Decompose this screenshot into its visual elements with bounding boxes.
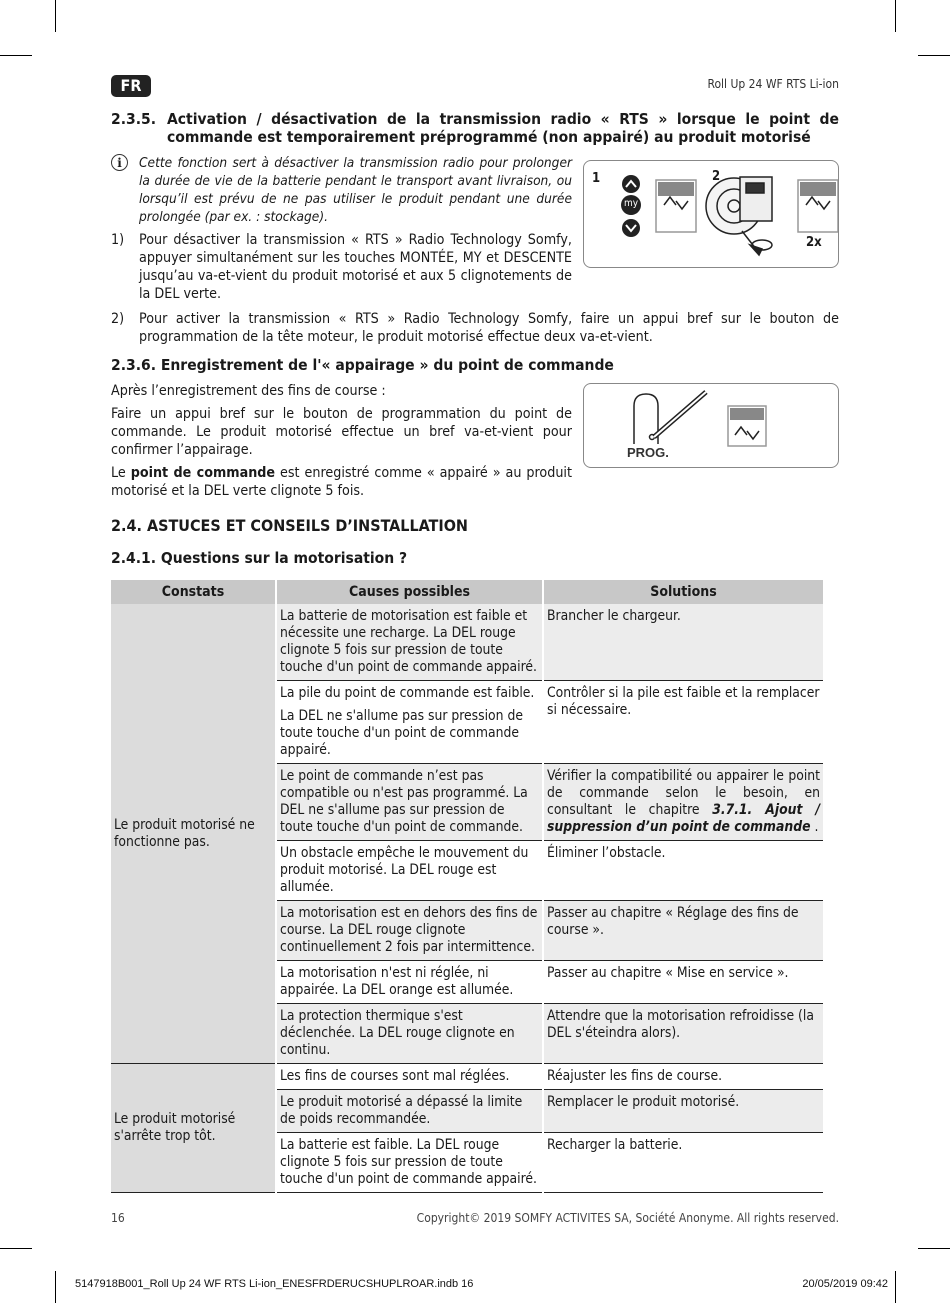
prog-illustration	[584, 384, 838, 467]
page-number: 16	[111, 1211, 125, 1225]
cause-cell: Un obstacle empêche le mouvement du produit motorisé. La DEL rouge est allumée.	[276, 841, 543, 901]
table-row	[111, 1064, 823, 1090]
my-button-label: my	[623, 198, 639, 209]
cause-cell: Le point de commande n’est pas compatible ou n'est pas programmé. La DEL ne s'allume pas sur pression de toute touche d'un point de commande.	[276, 764, 543, 841]
paragraph: Faire un appui bref sur le bouton de programmation du point de commande. Le produit motorisé effectue un bref va-et-vient pour confirmer l’appairage.	[111, 406, 572, 458]
step-1	[111, 231, 572, 303]
blind-icon	[798, 180, 838, 232]
crop-mark	[918, 1248, 950, 1249]
rts-figure	[583, 160, 839, 268]
solution-cell: Recharger la batterie.	[543, 1133, 823, 1193]
blind-icon	[728, 406, 766, 446]
solution-cell: Contrôler si la pile est faible et la remplacer si nécessaire.	[543, 681, 823, 764]
column-header: Causes possibles	[276, 580, 543, 604]
cause-cell	[276, 681, 543, 764]
step-text: Pour désactiver la transmission « RTS » Radio Technology Somfy, appuyer simultanément sur les touches MONTÉE, MY et DESCENTE jusqu’au va-et-vient du produit motorisé et aux 5 clignotements de la DEL verte.	[139, 232, 572, 302]
header-product-name: Roll Up 24 WF RTS Li-ion	[707, 77, 839, 91]
troubleshooting-table	[111, 580, 823, 1193]
section-heading-2-4-1: 2.4.1. Questions sur la motorisation ?	[111, 549, 408, 567]
cause-cell: La batterie de motorisation est faible et nécessite une recharge. La DEL rouge clignote 5 fois sur pression de toute touche d'un point de commande appairé.	[276, 604, 543, 681]
crop-mark	[895, 1271, 896, 1303]
cause-cell: La batterie est faible. La DEL rouge clignote 5 fois sur pression de toute touche d'un point de commande appairé.	[276, 1133, 543, 1193]
section-heading-2-3-6: 2.3.6. Enregistrement de l'« appairage » du point de commande	[111, 356, 614, 374]
print-slug-date: 20/05/2019 09:42	[802, 1278, 888, 1290]
table-header-row	[111, 580, 823, 604]
solution-cell: Remplacer le produit motorisé.	[543, 1090, 823, 1133]
crop-mark	[918, 55, 950, 56]
prog-figure	[583, 383, 839, 468]
solution-cell: Réajuster les fins de course.	[543, 1064, 823, 1090]
section-heading-2-4: 2.4. ASTUCES ET CONSEILS D’INSTALLATION	[111, 516, 468, 535]
cause-text: La DEL ne s'allume pas sur pression de toute touche d'un point de commande appairé.	[280, 708, 523, 758]
motor-head-icon	[706, 177, 772, 255]
solution-cell: Passer au chapitre « Mise en service ».	[543, 961, 823, 1004]
cause-cell: La motorisation est en dehors des fins de course. La DEL rouge clignote continuellement 2 fois par intermittence.	[276, 901, 543, 961]
solution-cell: Passer au chapitre « Réglage des fins de course ».	[543, 901, 823, 961]
solution-cell: Attendre que la motorisation refroidisse (la DEL s'éteindra alors).	[543, 1004, 823, 1064]
step-number: 2)	[111, 311, 125, 327]
section-number: 2.3.5.	[111, 110, 157, 128]
blind-icon	[656, 180, 696, 232]
figure-step-label: 2	[712, 169, 721, 184]
rts-illustration	[584, 161, 838, 267]
text: Le	[111, 465, 131, 481]
table-row	[111, 604, 823, 681]
column-header: Solutions	[543, 580, 823, 604]
crop-mark	[55, 1271, 56, 1303]
text: est enregistré comme « appairé » au produit motorisé et la DEL verte clignote 5 fois.	[111, 465, 572, 499]
figure-step-label: 1	[592, 171, 601, 186]
info-icon: i	[111, 154, 128, 171]
cause-cell: La motorisation n'est ni réglée, ni appairée. La DEL orange est allumée.	[276, 961, 543, 1004]
chapter-reference: 3.7.1. Ajout / suppression d’un point de commande	[547, 802, 820, 835]
step-number: 1)	[111, 232, 125, 248]
crop-mark	[895, 0, 896, 32]
step-text: Pour activer la transmission « RTS » Radio Technology Somfy, faire un appui bref sur le bouton de programmation de la tête moteur, le produit motorisé effectue deux va-et-vient.	[139, 311, 839, 345]
paragraph	[111, 464, 572, 500]
section-heading-2-3-5	[111, 110, 839, 146]
solution-text: Vérifier la compatibilité ou appairer le point de commande selon le besoin, en consultant le chapitre	[547, 768, 820, 818]
language-badge: FR	[111, 75, 151, 97]
constat-cell: Le produit motorisé s'arrête trop tôt.	[111, 1064, 276, 1193]
step-2	[111, 310, 839, 346]
crop-mark	[0, 55, 32, 56]
cause-text: La pile du point de commande est faible.	[280, 685, 535, 701]
solution-cell: Brancher le chargeur.	[543, 604, 823, 681]
solution-cell	[543, 764, 823, 841]
print-slug-file: 5147918B001_Roll Up 24 WF RTS Li-ion_ENESFRDERUCSHUPLROAR.indb 16	[75, 1278, 474, 1290]
prog-button-label: PROG.	[627, 445, 669, 460]
column-header: Constats	[111, 580, 276, 604]
constat-cell: Le produit motorisé ne fonctionne pas.	[111, 604, 276, 1064]
solution-text: .	[810, 819, 819, 835]
paragraph: Après l’enregistrement des fins de course :	[111, 383, 386, 399]
section-title: Activation / désactivation de la transmission radio « RTS » lorsque le point de commande est temporairement préprogrammé (non appairé) au produit motorisé	[167, 110, 839, 146]
crop-mark	[0, 1248, 32, 1249]
press-count: 2x	[806, 235, 822, 250]
cause-cell: Les fins de courses sont mal réglées.	[276, 1064, 543, 1090]
solution-cell: Éliminer l’obstacle.	[543, 841, 823, 901]
stylus-icon	[654, 392, 706, 437]
crop-mark	[55, 0, 56, 32]
copyright: Copyright© 2019 SOMFY ACTIVITES SA, Société Anonyme. All rights reserved.	[416, 1211, 839, 1225]
cause-cell: La protection thermique s'est déclenchée. La DEL rouge clignote en continu.	[276, 1004, 543, 1064]
info-note: Cette fonction sert à désactiver la transmission radio pour prolonger la durée de vie de la batterie pendant le transport avant livraison, ou lorsqu’il est prévu de ne pas utiliser le produit pendant une durée prolongée (par ex. : stockage).	[139, 155, 572, 225]
bold-text: point de commande	[130, 465, 276, 481]
cause-cell: Le produit motorisé a dépassé la limite de poids recommandée.	[276, 1090, 543, 1133]
